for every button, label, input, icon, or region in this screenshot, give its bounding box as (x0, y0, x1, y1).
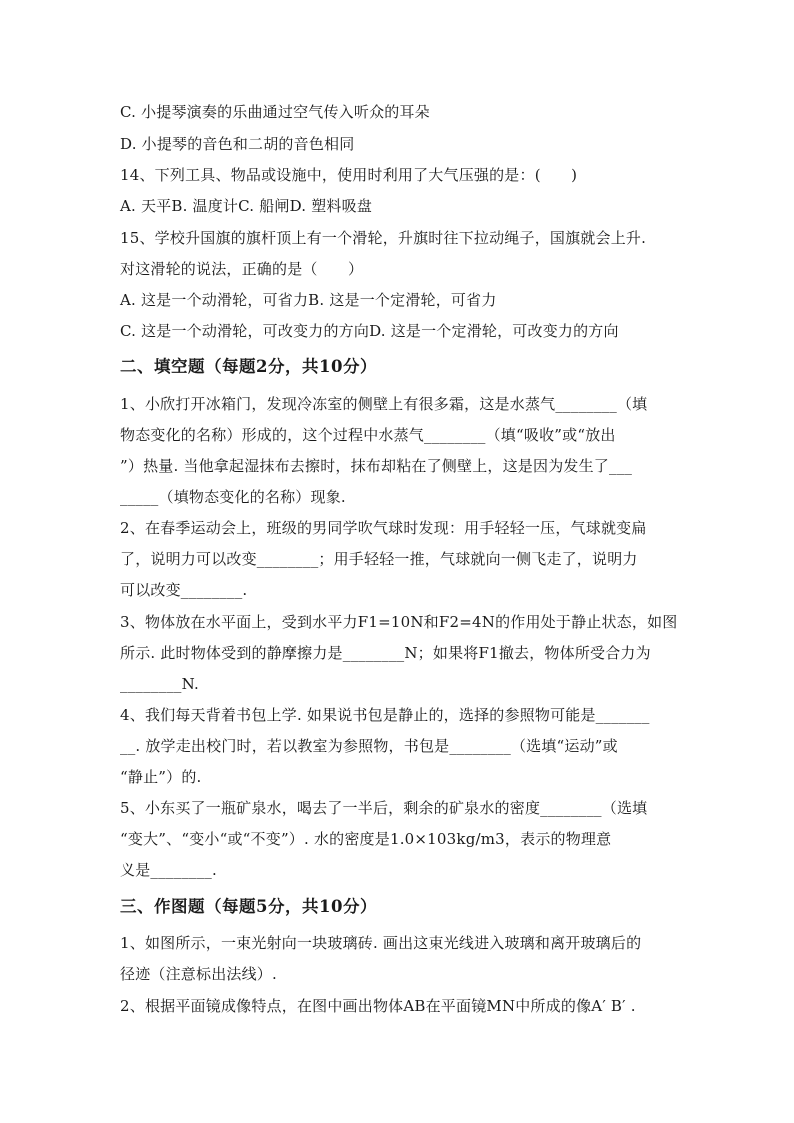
fill-q5-line3: 义是________. (120, 861, 217, 879)
question-15-line2: 对这滑轮的说法，正确的是（ ） (120, 260, 364, 278)
option-d-q13: D. 小提琴的音色和二胡的音色相同 (120, 135, 355, 153)
section-3-heading: 三、作图题（每题5分，共10分） (120, 897, 377, 916)
question-15-line1: 15、学校升国旗的旗杆顶上有一个滑轮，升旗时往下拉动绳子，国旗就会上升. (120, 229, 647, 247)
fill-q2-line2: 了，说明力可以改变________；用手轻轻一推，气球就向一侧飞走了，说明力 (120, 550, 638, 568)
fill-q4-line2: __. 放学走出校门时，若以教室为参照物，书包是________（选填“运动”或 (120, 737, 618, 755)
option-c-q13: C. 小提琴演奏的乐曲通过空气传入听众的耳朵 (120, 103, 430, 121)
question-14-options: A. 天平B. 温度计C. 船闸D. 塑料吸盘 (120, 197, 373, 215)
fill-q1-line4: _____（填物态变化的名称）现象. (120, 488, 346, 506)
question-14: 14、下列工具、物品或设施中，使用时利用了大气压强的是：( ) (120, 166, 578, 184)
fill-q1-line3: ”）热量. 当他拿起湿抹布去擦时，抹布却粘在了侧壁上，这是因为发生了___ (120, 457, 633, 475)
section-2-heading: 二、填空题（每题2分，共10分） (120, 357, 377, 376)
fill-q4-line3: “静止”）的. (120, 768, 202, 786)
question-15-options-ab: A. 这是一个动滑轮，可省力B. 这是一个定滑轮，可省力 (120, 291, 497, 309)
question-15-options-cd: C. 这是一个动滑轮，可改变力的方向D. 这是一个定滑轮，可改变力的方向 (120, 322, 619, 340)
fill-q1-line1: 1、小欣打开冰箱门，发现冷冻室的侧壁上有很多霜，这是水蒸气________（填 (120, 395, 648, 413)
fill-q2-line3: 可以改变________. (120, 581, 248, 599)
drawing-q1-line2: 径迹（注意标出法线）. (120, 965, 277, 983)
fill-q5-line1: 5、小东买了一瓶矿泉水，喝去了一半后，剩余的矿泉水的密度________（选填 (120, 799, 648, 817)
drawing-q1-line1: 1、如图所示，一束光射向一块玻璃砖. 画出这束光线进入玻璃和离开玻璃后的 (120, 934, 642, 952)
drawing-q2: 2、根据平面镜成像特点，在图中画出物体AB在平面镜MN中所成的像A′ B′ . (120, 997, 636, 1015)
fill-q1-line2: 物态变化的名称）形成的，这个过程中水蒸气________（填“吸收”或“放出 (120, 426, 616, 444)
fill-q5-line2: “变大”、“变小“或“不变”）. 水的密度是1.0×103kg/m3，表示的物理意 (120, 830, 612, 848)
fill-q2-line1: 2、在春季运动会上，班级的男同学吹气球时发现：用手轻轻一压，气球就变扁 (120, 519, 647, 537)
fill-q3-line2: 所示. 此时物体受到的静摩擦力是________N；如果将F1撤去，物体所受合力为 (120, 644, 651, 662)
fill-q3-line1: 3、物体放在水平面上，受到水平力F1=10N和F2=4N的作用处于静止状态，如图 (120, 613, 678, 631)
fill-q3-line3: ________N. (120, 675, 199, 693)
fill-q4-line1: 4、我们每天背着书包上学. 如果说书包是静止的，选择的参照物可能是_______ (120, 706, 650, 724)
